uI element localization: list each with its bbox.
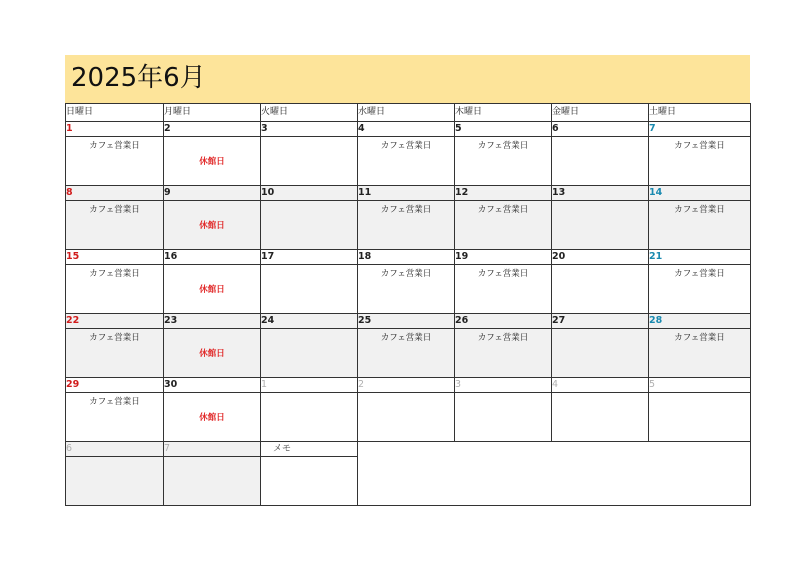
day-number-text: 17: [261, 251, 275, 262]
closed-day-label: 休館日: [199, 285, 225, 295]
day-cell[interactable]: [66, 329, 164, 378]
week-body-row: [66, 137, 751, 186]
day-number[interactable]: [164, 122, 261, 137]
week-number-row: [66, 378, 751, 393]
day-cell[interactable]: [358, 201, 455, 250]
cafe-open-label: カフェ営業日: [477, 269, 529, 279]
day-number-text: 20: [552, 251, 566, 262]
weekday-header: 金曜日: [552, 104, 649, 122]
day-number[interactable]: [649, 186, 751, 201]
day-number[interactable]: [455, 122, 552, 137]
day-number-text: 4: [358, 123, 365, 134]
day-cell[interactable]: [164, 393, 261, 442]
weekday-header: 土曜日: [649, 104, 751, 122]
day-number-text: 11: [358, 187, 372, 198]
day-number-text: 10: [261, 187, 275, 198]
day-number[interactable]: [164, 314, 261, 329]
day-number-text: 29: [66, 379, 80, 390]
week-number-row: [66, 122, 751, 137]
day-number-text: 1: [66, 123, 73, 134]
day-number-text: 8: [66, 187, 73, 198]
week-body-row: [66, 265, 751, 314]
day-number-text: 12: [455, 187, 469, 198]
cafe-open-label: カフェ営業日: [380, 205, 432, 215]
day-cell[interactable]: [164, 201, 261, 250]
day-number-text: 7: [649, 123, 656, 134]
memo-area[interactable]: [358, 442, 751, 506]
day-number-text: 3: [455, 379, 462, 390]
day-number[interactable]: [552, 314, 649, 329]
closed-day-label: 休館日: [199, 413, 225, 423]
day-number[interactable]: [455, 186, 552, 201]
title-bar: [65, 55, 750, 103]
day-number[interactable]: [66, 442, 164, 457]
day-number-text: 5: [455, 123, 462, 134]
memo-label: メモ: [273, 444, 292, 454]
day-number-text: 6: [66, 443, 73, 454]
cafe-open-label: カフェ営業日: [380, 333, 432, 343]
week-number-row: [66, 250, 751, 265]
day-cell[interactable]: [552, 393, 649, 442]
day-number-text: 24: [261, 315, 275, 326]
day-number[interactable]: [164, 186, 261, 201]
day-number-text: 6: [552, 123, 559, 134]
day-number[interactable]: [66, 314, 164, 329]
memo-cell[interactable]: [261, 457, 358, 506]
day-number[interactable]: [455, 314, 552, 329]
day-number-text: 15: [66, 251, 80, 262]
closed-day-label: 休館日: [199, 221, 225, 231]
day-number-text: 23: [164, 315, 178, 326]
day-number-text: 25: [358, 315, 372, 326]
day-cell[interactable]: [164, 137, 261, 186]
cafe-open-label: カフェ営業日: [380, 269, 432, 279]
day-number-text: 28: [649, 315, 663, 326]
day-number-text: 3: [261, 123, 268, 134]
day-number[interactable]: [358, 250, 455, 265]
day-number[interactable]: [358, 314, 455, 329]
week-body-row: [66, 393, 751, 442]
cafe-open-label: カフェ営業日: [89, 205, 140, 215]
day-cell[interactable]: [66, 265, 164, 314]
day-cell[interactable]: [261, 329, 358, 378]
weekday-header: 木曜日: [455, 104, 552, 122]
day-cell[interactable]: [358, 393, 455, 442]
day-number[interactable]: [164, 378, 261, 393]
cafe-open-label: カフェ営業日: [674, 333, 725, 343]
cafe-open-label: カフェ営業日: [477, 333, 529, 343]
day-number-text: 2: [358, 379, 365, 390]
day-number[interactable]: [552, 186, 649, 201]
day-number-text: 13: [552, 187, 566, 198]
day-cell[interactable]: [649, 137, 751, 186]
week-body-row: [66, 201, 751, 250]
cafe-open-label: カフェ営業日: [477, 141, 529, 151]
day-number[interactable]: [649, 314, 751, 329]
day-number-text: 18: [358, 251, 372, 262]
day-number[interactable]: [261, 186, 358, 201]
cafe-open-label: カフェ営業日: [380, 141, 432, 151]
day-number-text: 22: [66, 315, 80, 326]
day-number-text: 5: [649, 379, 656, 390]
weekday-header: 火曜日: [261, 104, 358, 122]
day-cell[interactable]: [552, 201, 649, 250]
day-number[interactable]: [455, 378, 552, 393]
day-cell[interactable]: [66, 457, 164, 506]
day-number[interactable]: [66, 186, 164, 201]
week-body-row: [66, 329, 751, 378]
calendar-title: 2025年6月: [71, 63, 206, 93]
day-number-text: 30: [164, 379, 178, 390]
day-number-text: 26: [455, 315, 469, 326]
day-number[interactable]: [455, 250, 552, 265]
memo-label-cell: [261, 442, 358, 457]
week-number-row: [66, 314, 751, 329]
closed-day-label: 休館日: [199, 349, 225, 359]
day-number-text: 9: [164, 187, 171, 198]
day-cell[interactable]: [455, 201, 552, 250]
cafe-open-label: カフェ営業日: [89, 397, 140, 407]
day-cell[interactable]: [455, 393, 552, 442]
day-number[interactable]: [66, 250, 164, 265]
day-cell[interactable]: [66, 393, 164, 442]
day-cell[interactable]: [261, 265, 358, 314]
day-number-text: 27: [552, 315, 566, 326]
day-number[interactable]: [649, 378, 751, 393]
day-cell[interactable]: [261, 201, 358, 250]
day-cell[interactable]: [649, 393, 751, 442]
day-number[interactable]: [358, 378, 455, 393]
weekday-header-row: [66, 104, 751, 122]
day-cell[interactable]: [358, 329, 455, 378]
day-cell[interactable]: [261, 137, 358, 186]
day-number-text: 19: [455, 251, 469, 262]
day-number-text: 21: [649, 251, 663, 262]
day-cell[interactable]: [455, 137, 552, 186]
cafe-open-label: カフェ営業日: [89, 141, 140, 151]
day-number[interactable]: [552, 122, 649, 137]
day-number[interactable]: [552, 378, 649, 393]
day-number-text: 16: [164, 251, 178, 262]
day-cell[interactable]: [261, 393, 358, 442]
day-cell[interactable]: [649, 265, 751, 314]
weekday-header: 日曜日: [66, 104, 164, 122]
day-number-text: 1: [261, 379, 268, 390]
day-number[interactable]: [649, 250, 751, 265]
day-cell[interactable]: [164, 265, 261, 314]
day-number[interactable]: [358, 122, 455, 137]
calendar-sheet: [65, 55, 750, 506]
closed-day-label: 休館日: [199, 157, 225, 167]
day-cell[interactable]: [66, 137, 164, 186]
day-cell[interactable]: [358, 265, 455, 314]
day-number[interactable]: [261, 378, 358, 393]
day-number[interactable]: [261, 314, 358, 329]
day-cell[interactable]: [649, 201, 751, 250]
day-cell[interactable]: [455, 265, 552, 314]
day-number-text: 14: [649, 187, 663, 198]
day-number-text: 4: [552, 379, 559, 390]
day-cell[interactable]: [649, 329, 751, 378]
day-cell[interactable]: [552, 329, 649, 378]
weekday-header: 月曜日: [164, 104, 261, 122]
day-cell[interactable]: [164, 329, 261, 378]
day-cell[interactable]: [164, 457, 261, 506]
calendar-grid: [65, 103, 751, 506]
day-number-text: 7: [164, 443, 171, 454]
extra-number-row: [66, 442, 751, 457]
week-number-row: [66, 186, 751, 201]
day-number[interactable]: [164, 250, 261, 265]
cafe-open-label: カフェ営業日: [674, 141, 725, 151]
day-number[interactable]: [552, 250, 649, 265]
day-cell[interactable]: [552, 265, 649, 314]
cafe-open-label: カフェ営業日: [89, 269, 140, 279]
day-number[interactable]: [649, 122, 751, 137]
day-number[interactable]: [66, 378, 164, 393]
cafe-open-label: カフェ営業日: [674, 205, 725, 215]
day-cell[interactable]: [552, 137, 649, 186]
day-cell[interactable]: [358, 137, 455, 186]
day-number-text: 2: [164, 123, 171, 134]
day-number[interactable]: [358, 186, 455, 201]
cafe-open-label: カフェ営業日: [89, 333, 140, 343]
day-cell[interactable]: [66, 201, 164, 250]
day-number[interactable]: [261, 250, 358, 265]
cafe-open-label: カフェ営業日: [477, 205, 529, 215]
weekday-header: 水曜日: [358, 104, 455, 122]
day-number[interactable]: [261, 122, 358, 137]
day-number[interactable]: [66, 122, 164, 137]
cafe-open-label: カフェ営業日: [674, 269, 725, 279]
day-number[interactable]: [164, 442, 261, 457]
day-cell[interactable]: [455, 329, 552, 378]
